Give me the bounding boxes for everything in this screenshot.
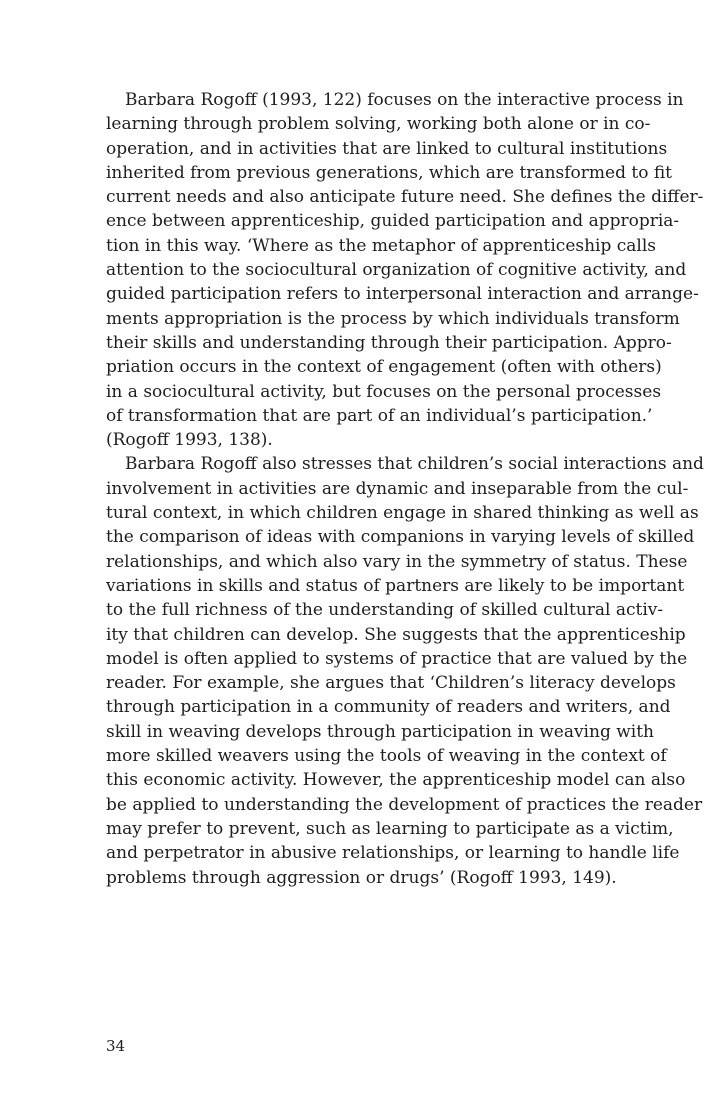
text-line: involvement in activities are dynamic and inseparable from the cul- xyxy=(106,478,689,499)
text-line: priation occurs in the context of engagement (often with others) xyxy=(106,357,662,378)
text-line: in a sociocultural activity, but focuses on the personal processes xyxy=(106,381,662,402)
text-line: skill in weaving develops through participation in weaving with xyxy=(106,721,654,742)
text-line: more skilled weavers using the tools of weaving in the context of xyxy=(106,746,667,767)
text-line: attention to the sociocultural organization of cognitive activity, and xyxy=(106,260,687,281)
text-line: (Rogoff 1993, 138). xyxy=(106,430,273,451)
text-line: through participation in a community of readers and writers, and xyxy=(106,697,671,718)
text-line: model is often applied to systems of practice that are valued by the xyxy=(106,648,688,669)
text-line: may prefer to prevent, such as learning to participate as a victim, xyxy=(106,818,674,839)
text-line: ence between apprenticeship, guided participation and appropria- xyxy=(106,211,680,232)
body-text xyxy=(106,88,704,890)
text-line: be applied to understanding the development of practices the reader xyxy=(106,794,703,815)
text-line: variations in skills and status of partners are likely to be important xyxy=(106,575,685,596)
text-line: ity that children can develop. She suggests that the apprenticeship xyxy=(106,624,686,645)
text-line: tural context, in which children engage in shared thinking as well as xyxy=(106,503,699,524)
text-line: ments appropriation is the process by which individuals transform xyxy=(106,308,680,329)
text-line: reader. For example, she argues that ‘Children’s literacy develops xyxy=(106,673,676,694)
text-line: operation, and in activities that are linked to cultural institutions xyxy=(106,138,668,159)
text-line: of transformation that are part of an individual’s participation.’ xyxy=(106,405,653,426)
text-line: relationships, and which also vary in the symmetry of status. These xyxy=(106,551,688,572)
text-line: their skills and understanding through their participation. Appro- xyxy=(106,332,672,353)
text-line: Barbara Rogoff also stresses that children’s social interactions and xyxy=(125,454,704,475)
page-number: 34 xyxy=(106,1037,126,1055)
text-line: current needs and also anticipate future need. She defines the differ- xyxy=(106,187,704,208)
text-line: the comparison of ideas with companions in varying levels of skilled xyxy=(106,527,695,548)
text-line: problems through aggression or drugs’ (Rogoff 1993, 149). xyxy=(106,867,617,888)
text-line: this economic activity. However, the apprenticeship model can also xyxy=(106,770,686,791)
text-line: tion in this way. ‘Where as the metaphor of apprenticeship calls xyxy=(106,235,657,256)
text-line: inherited from previous generations, which are transformed to fit xyxy=(106,162,672,183)
text-line: Barbara Rogoff (1993, 122) focuses on the interactive process in xyxy=(125,90,684,110)
paragraph xyxy=(106,88,704,452)
text-line: guided participation refers to interpersonal interaction and arrange- xyxy=(106,284,699,305)
text-line: learning through problem solving, working both alone or in co- xyxy=(106,114,651,135)
text-line: and perpetrator in abusive relationships, or learning to handle life xyxy=(106,843,680,864)
text-line: to the full richness of the understanding of skilled cultural activ- xyxy=(106,600,664,621)
paragraph xyxy=(106,452,704,889)
